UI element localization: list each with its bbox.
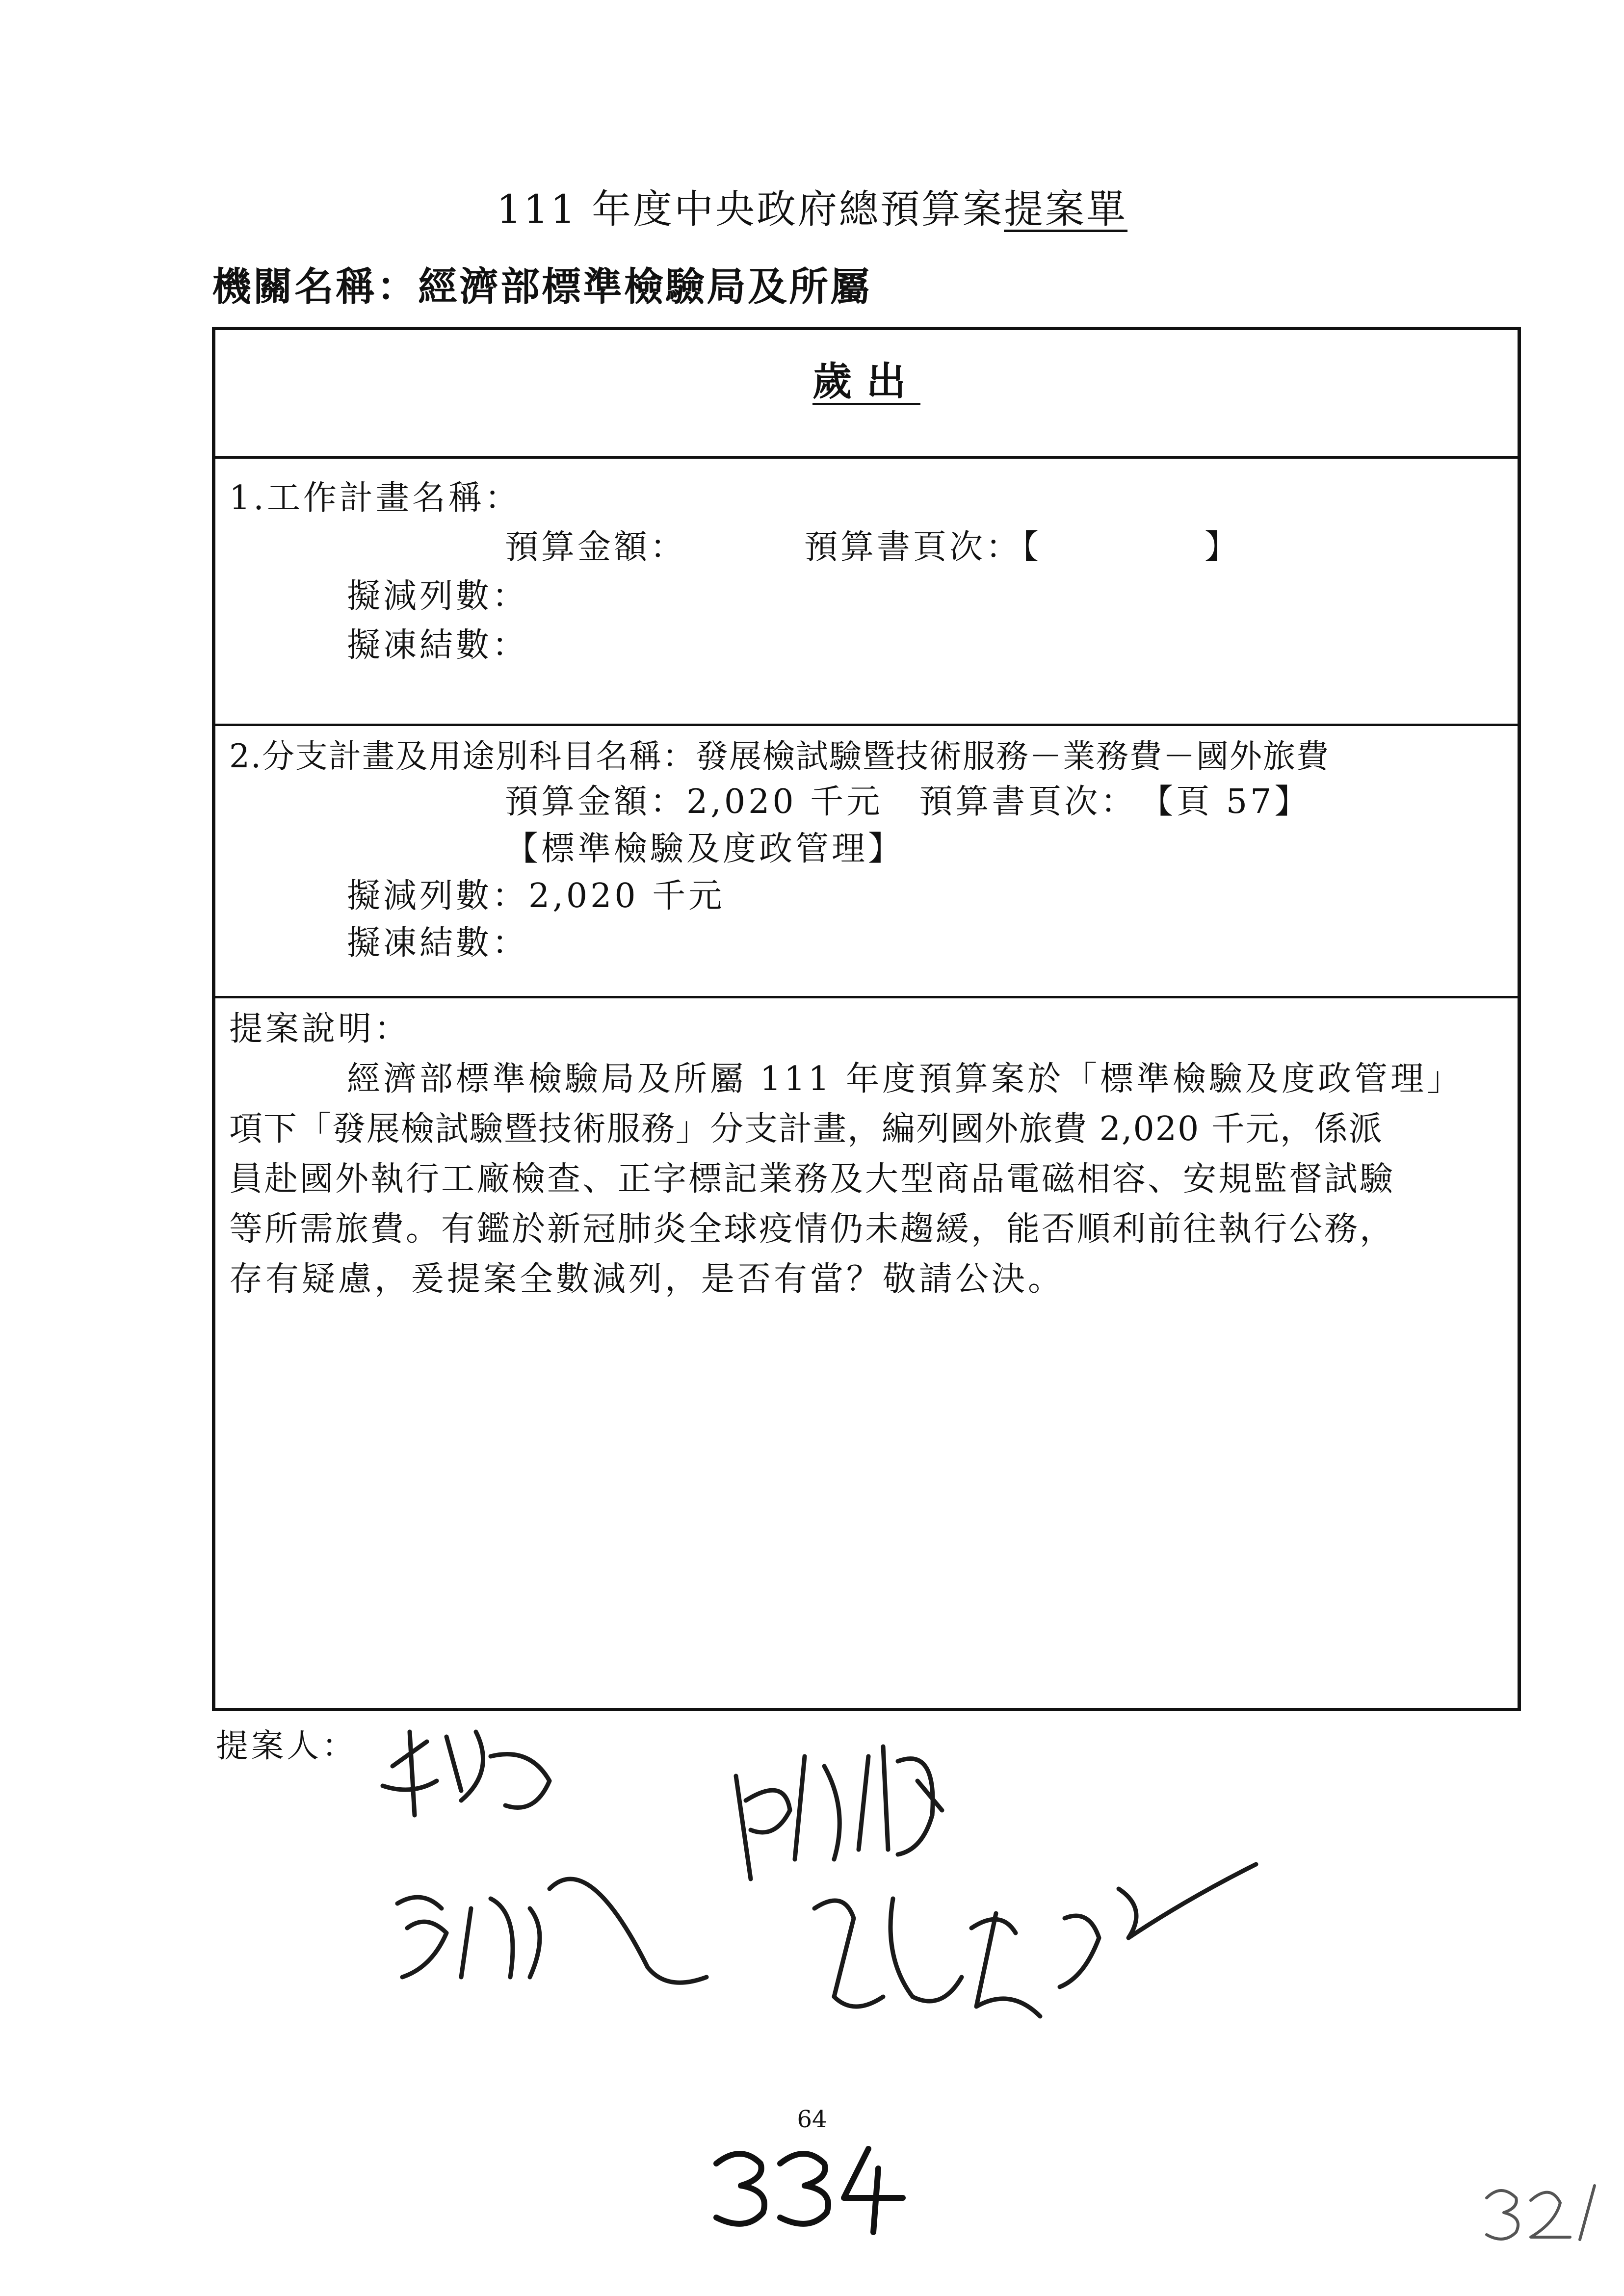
item2-name-line: 2.分支計畫及用途別科目名稱：發展檢試驗暨技術服務－業務費－國外旅費 bbox=[229, 737, 1330, 775]
agency-name: 機關名稱：經濟部標準檢驗局及所屬 bbox=[212, 263, 871, 310]
explanation-line-4: 等所需旅費。有鑑於新冠肺炎全球疫情仍未趨緩，能否順利前往執行公務， bbox=[229, 1210, 1395, 1249]
section-header: 歲出 bbox=[812, 358, 920, 404]
title-underlined: 提案單 bbox=[1004, 186, 1128, 232]
item2-program-line: 【標準檢驗及度政管理】 bbox=[505, 830, 905, 868]
explanation-line-3: 員赴國外執行工廠檢查、正字標記業務及大型商品電磁相容、安規監督試驗 bbox=[229, 1160, 1395, 1199]
item2-cut-line: 擬減列數：2,020 千元 bbox=[347, 877, 725, 915]
page-number: 64 bbox=[797, 2106, 827, 2133]
explanation-line-1: 經濟部標準檢驗局及所屬 111 年度預算案於「標準檢驗及度政管理」 bbox=[347, 1060, 1464, 1098]
item1-page-label: 預算書頁次：【 bbox=[804, 528, 1042, 567]
item2-row bbox=[215, 726, 1518, 998]
title-main: 111 年度中央政府總預算案 bbox=[496, 186, 1004, 232]
handwritten-page-number-334 bbox=[707, 2139, 913, 2237]
item1-amount-label: 預算金額： bbox=[505, 528, 687, 567]
handwritten-signatures bbox=[363, 1702, 1295, 2075]
proposal-table bbox=[212, 327, 1521, 1711]
signature-4 bbox=[814, 1864, 1256, 2016]
item1-row bbox=[215, 459, 1518, 726]
explanation-line-5: 存有疑慮，爰提案全數減列，是否有當？敬請公決。 bbox=[229, 1260, 1065, 1299]
item1-name-label: 1.工作計畫名稱： bbox=[229, 479, 521, 518]
proposer-label: 提案人： bbox=[216, 1727, 357, 1765]
item1-freeze-label: 擬凍結數： bbox=[347, 626, 529, 665]
item1-cut-label: 擬減列數： bbox=[347, 577, 529, 616]
item2-amount-line: 預算金額：2,020 千元 預算書頁次： 【頁 57】 bbox=[505, 783, 1311, 821]
explanation-line-2: 項下「發展檢試驗暨技術服務」分支計畫，編列國外旅費 2,020 千元，係派 bbox=[229, 1110, 1383, 1148]
signature-1 bbox=[383, 1732, 550, 1815]
explanation-row bbox=[215, 998, 1518, 1711]
explanation-label: 提案說明： bbox=[229, 1010, 411, 1048]
section-header-row bbox=[215, 330, 1518, 459]
signature-2 bbox=[736, 1747, 942, 1879]
page-title bbox=[0, 178, 1624, 234]
item2-freeze-line: 擬凍結數： bbox=[347, 924, 529, 963]
item1-page-close: 】 bbox=[1205, 528, 1241, 567]
handwritten-page-number-321 bbox=[1477, 2178, 1609, 2247]
signature-3 bbox=[397, 1879, 707, 1983]
